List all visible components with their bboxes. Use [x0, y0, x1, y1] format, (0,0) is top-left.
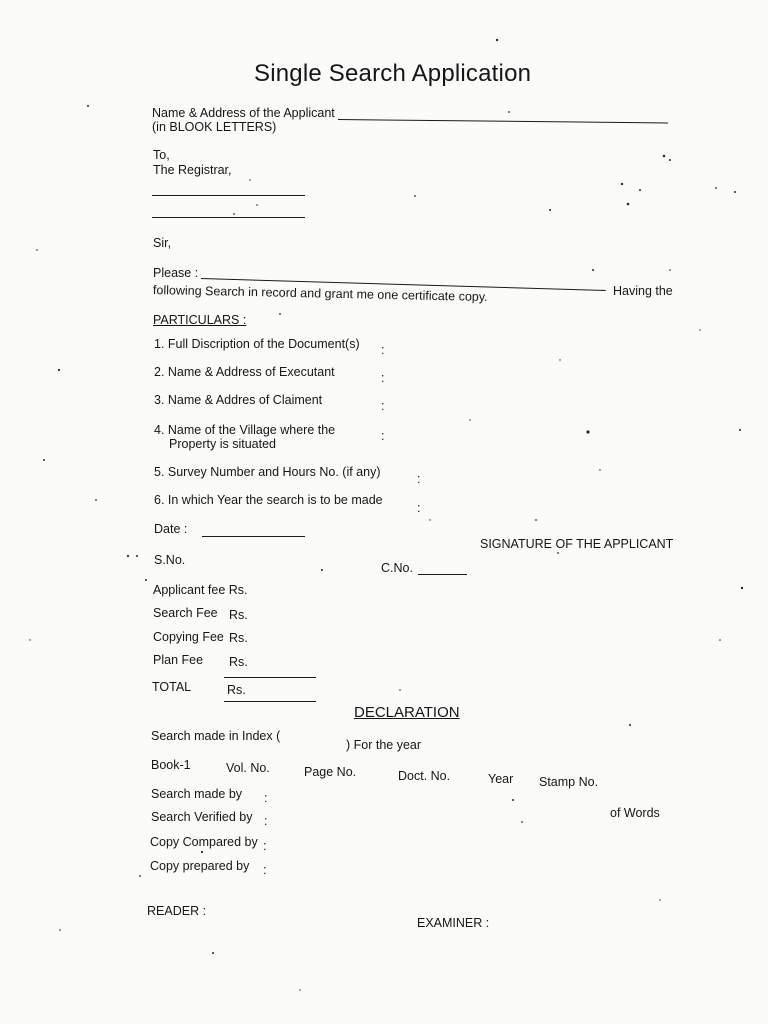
search-verified-by-colon: : [264, 814, 268, 828]
please-label: Please : [153, 266, 199, 280]
plan-fee-rs: Rs. [229, 655, 248, 669]
column-vol-no: Vol. No. [226, 761, 270, 775]
copying-fee-rs: Rs. [229, 631, 248, 645]
search-fee-label: Search Fee [153, 606, 218, 620]
total-label: TOTAL [152, 680, 192, 694]
date-line [202, 536, 305, 537]
particulars-heading: PARTICULARS : [153, 313, 247, 327]
copy-prepared-by-colon: : [263, 863, 267, 877]
copy-compared-by-colon: : [263, 839, 267, 853]
particular-item-5-colon: : [417, 472, 421, 486]
applicant-name-line [338, 119, 668, 123]
total-rs: Rs. [227, 683, 246, 697]
particular-item-5: 5. Survey Number and Hours No. (if any) [154, 465, 381, 479]
particular-item-6: 6. In which Year the search is to be made [154, 493, 383, 507]
examiner-label: EXAMINER : [417, 916, 490, 930]
particular-item-3: 3. Name & Addres of Claiment [154, 393, 323, 407]
registrar-address-line-1 [152, 195, 305, 196]
particular-item-3-colon: : [381, 399, 385, 413]
signature-label: SIGNATURE OF THE APPLICANT [480, 537, 674, 551]
cno-line [418, 574, 467, 575]
registrar-label: The Registrar, [153, 163, 232, 177]
column-year: Year [488, 772, 514, 786]
date-label: Date : [154, 522, 188, 536]
applicant-fee-label: Applicant fee Rs. [153, 583, 248, 597]
search-index-label: Search made in Index ( [151, 729, 281, 743]
search-verified-by-label: Search Verified by [151, 810, 253, 824]
particular-item-4-line-2: Property is situated [169, 437, 276, 451]
to-label: To, [153, 148, 170, 162]
column-book: Book-1 [151, 758, 191, 772]
particular-item-1: 1. Full Discription of the Document(s) [154, 337, 360, 351]
plan-fee-label: Plan Fee [153, 653, 204, 667]
of-words-label: of Words [610, 806, 660, 820]
total-rule-top [224, 677, 316, 678]
salutation: Sir, [153, 236, 172, 250]
copy-compared-by-label: Copy Compared by [150, 835, 258, 849]
search-made-by-colon: : [264, 791, 268, 805]
particular-item-6-colon: : [417, 501, 421, 515]
following-search-text: following Search in record and grant me one certificate copy. [152, 283, 488, 305]
particular-item-2: 2. Name & Address of Executant [154, 365, 335, 379]
form-title: Single Search Application [254, 60, 532, 87]
total-rule-bottom [224, 701, 316, 702]
cno-label: C.No. [381, 561, 413, 575]
copying-fee-label: Copying Fee [153, 630, 224, 644]
particular-item-4: 4. Name of the Village where the [154, 423, 336, 437]
search-fee-rs: Rs. [229, 608, 248, 622]
column-doct-no: Doct. No. [398, 769, 451, 783]
copy-prepared-by-label: Copy prepared by [150, 859, 250, 873]
sno-label: S.No. [154, 553, 186, 567]
registrar-address-line-2 [152, 217, 305, 218]
block-letters-label: (in BLOOK LETTERS) [152, 120, 277, 134]
particular-item-2-colon: : [381, 371, 385, 385]
declaration-heading: DECLARATION [354, 704, 460, 721]
particular-item-1-colon: : [381, 343, 385, 357]
reader-label: READER : [147, 904, 207, 918]
for-the-year-label: ) For the year [346, 738, 422, 752]
column-page-no: Page No. [304, 765, 357, 779]
applicant-name-address-label: Name & Address of the Applicant [152, 106, 335, 120]
search-made-by-label: Search made by [151, 787, 243, 801]
having-the-label: Having the [613, 284, 673, 298]
particular-item-4-colon: : [381, 429, 385, 443]
column-stamp-no: Stamp No. [539, 775, 599, 789]
